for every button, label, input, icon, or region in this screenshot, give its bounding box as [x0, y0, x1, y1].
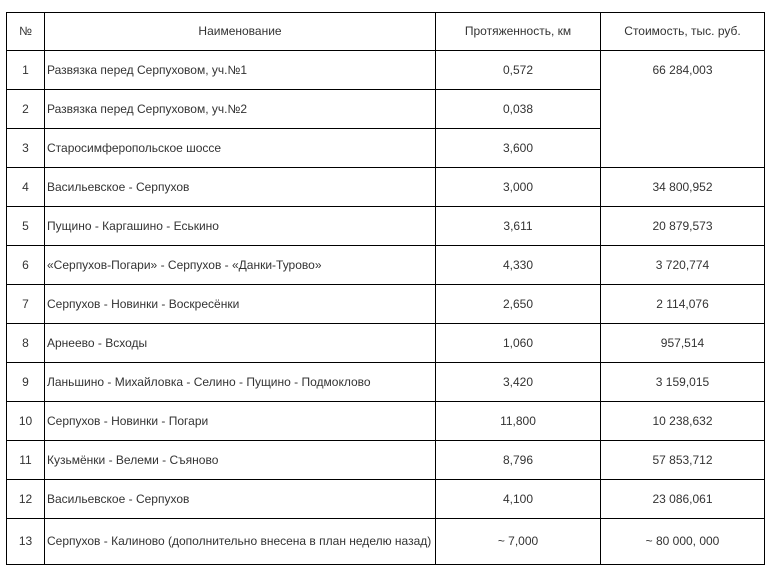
row-length: 3,420	[436, 363, 601, 402]
row-length: 0,572	[436, 51, 601, 90]
row-cost: 20 879,573	[601, 207, 765, 246]
row-cost: ~ 80 000, 000	[601, 519, 765, 565]
table-row	[7, 285, 765, 324]
table-row	[7, 324, 765, 363]
roads-table	[6, 12, 765, 565]
row-num: 10	[7, 402, 45, 441]
row-num: 6	[7, 246, 45, 285]
row-cost: 2 114,076	[601, 285, 765, 324]
table-header-row	[7, 13, 765, 51]
table-row	[7, 480, 765, 519]
table-row	[7, 168, 765, 207]
table-row	[7, 402, 765, 441]
row-cost: 3 720,774	[601, 246, 765, 285]
table-row	[7, 51, 765, 90]
row-num: 13	[7, 519, 45, 565]
row-length: 1,060	[436, 324, 601, 363]
row-length: 2,650	[436, 285, 601, 324]
row-length: 3,611	[436, 207, 601, 246]
header-num: №	[7, 13, 45, 51]
row-num: 9	[7, 363, 45, 402]
header-length: Протяженность, км	[436, 13, 601, 51]
row-length: 0,038	[436, 90, 601, 129]
row-name: Старосимферопольское шоссе	[45, 129, 436, 168]
row-length: 4,330	[436, 246, 601, 285]
row-num: 8	[7, 324, 45, 363]
row-cost: 34 800,952	[601, 168, 765, 207]
row-name: Васильевское - Серпухов	[45, 168, 436, 207]
row-name: Пущино - Каргашино - Еськино	[45, 207, 436, 246]
row-name: Серпухов - Калиново (дополнительно внесена в план неделю назад)	[45, 519, 436, 565]
row-length: ~ 7,000	[436, 519, 601, 565]
row-name: Ланьшино - Михайловка - Селино - Пущино - Подмоклово	[45, 363, 436, 402]
row-cost: 23 086,061	[601, 480, 765, 519]
row-name: «Серпухов-Погари» - Серпухов - «Данки-Турово»	[45, 246, 436, 285]
row-length: 11,800	[436, 402, 601, 441]
header-cost: Стоимость, тыс. руб.	[601, 13, 765, 51]
row-num: 4	[7, 168, 45, 207]
row-cost: 57 853,712	[601, 441, 765, 480]
table-row	[7, 441, 765, 480]
row-name: Васильевское - Серпухов	[45, 480, 436, 519]
row-name: Кузьмёнки - Велеми - Съяново	[45, 441, 436, 480]
row-num: 12	[7, 480, 45, 519]
row-cost: 3 159,015	[601, 363, 765, 402]
table-row	[7, 519, 765, 565]
row-num: 5	[7, 207, 45, 246]
row-length: 3,600	[436, 129, 601, 168]
row-length: 8,796	[436, 441, 601, 480]
table-row	[7, 207, 765, 246]
row-name: Развязка перед Серпуховом, уч.№2	[45, 90, 436, 129]
row-name: Серпухов - Новинки - Воскресёнки	[45, 285, 436, 324]
row-cost: 957,514	[601, 324, 765, 363]
row-num: 7	[7, 285, 45, 324]
row-length: 4,100	[436, 480, 601, 519]
row-cost: 66 284,003	[601, 51, 765, 168]
table-row	[7, 246, 765, 285]
row-num: 11	[7, 441, 45, 480]
table-row	[7, 363, 765, 402]
row-name: Серпухов - Новинки - Погари	[45, 402, 436, 441]
row-num: 2	[7, 90, 45, 129]
row-num: 3	[7, 129, 45, 168]
header-name: Наименование	[45, 13, 436, 51]
row-cost: 10 238,632	[601, 402, 765, 441]
row-num: 1	[7, 51, 45, 90]
row-name: Развязка перед Серпуховом, уч.№1	[45, 51, 436, 90]
row-length: 3,000	[436, 168, 601, 207]
row-name: Арнеево - Всходы	[45, 324, 436, 363]
